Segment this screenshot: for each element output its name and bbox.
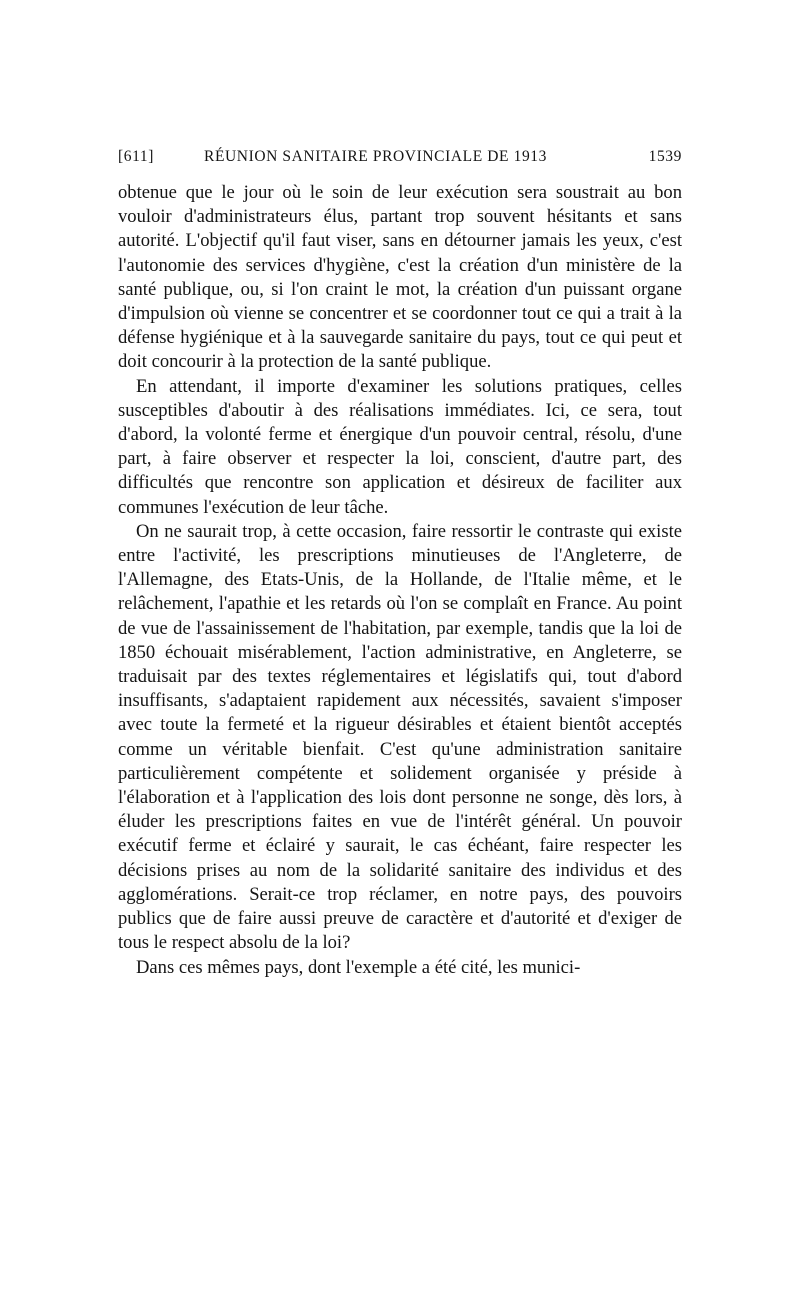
- paragraph: En attendant, il importe d'examiner les solutions pratiques, celles susceptibles d'aboutir à des réalisations immédiates. Ici, ce sera, tout d'abord, la volonté ferme et énergique d'un pouvoir central, résolu, d'une part, à faire observer et respecter la loi, conscient, d'autre part, des difficultés que rencontre son application et désireux de faciliter aux communes l'exécution de leur tâche.: [118, 375, 682, 518]
- page-number: 1539: [648, 148, 682, 165]
- paragraph-continuation: obtenue que le jour où le soin de leur exécution sera soustrait au bon vouloir d'administrateurs élus, partant trop souvent hésitants et sans autorité. L'objectif qu'il faut viser, sans en détourner jamais les yeux, c'est l'autonomie des services d'hygiène, c'est la création d'un ministère de la santé publique, ou, si l'on craint le mot, la création d'un puissant organe d'impulsion où vienne se concentrer et se coordonner tout ce qui a trait à la défense hygiénique et à la sauvegarde sanitaire du pays, tout ce qui peut et doit concourir à la protection de la santé publique.: [118, 182, 682, 373]
- paragraph: On ne saurait trop, à cette occasion, faire ressortir le contraste qui existe entre l'activité, les prescriptions minutieuses de l'Angleterre, de l'Allemagne, des Etats-Unis, de la Hollande, de l'Italie même, et le relâchement, l'apathie et les retards où l'on se complaît en France. Au point de vue de l'assainissement de l'habitation, par exemple, tandis que la loi de 1850 échouait misérablement, l'action administrative, en Angleterre, se traduisait par des textes réglementaires et législatifs qui, tout d'abord insuffisants, s'adaptaient rapidement aux nécessités, savaient s'imposer avec toute la fermeté et la rigueur désirables et étaient bientôt acceptés comme un véritable bienfait. C'est qu'une administration sanitaire particulièrement compétente et solidement organisée y préside à l'élaboration et à l'application des lois dont personne ne songe, dès lors, à éluder les prescriptions faites en vue de l'intérêt général. Un pouvoir exécutif ferme et éclairé y saurait, le cas échéant, faire respecter les décisions prises au nom de la solidarité sanitaire des individus et des agglomérations. Serait-ce trop réclamer, en notre pays, des pouvoirs publics que de faire aussi preuve de caractère et d'autorité et d'exiger de tous le respect absolu de la loi?: [118, 520, 682, 954]
- header-title: RÉUNION SANITAIRE PROVINCIALE DE 1913: [204, 148, 547, 165]
- running-header: [118, 148, 682, 172]
- page-reference: [611]: [118, 148, 154, 165]
- body-text: [118, 181, 682, 980]
- paragraph-truncated: Dans ces mêmes pays, dont l'exemple a été cité, les munici-: [136, 956, 581, 978]
